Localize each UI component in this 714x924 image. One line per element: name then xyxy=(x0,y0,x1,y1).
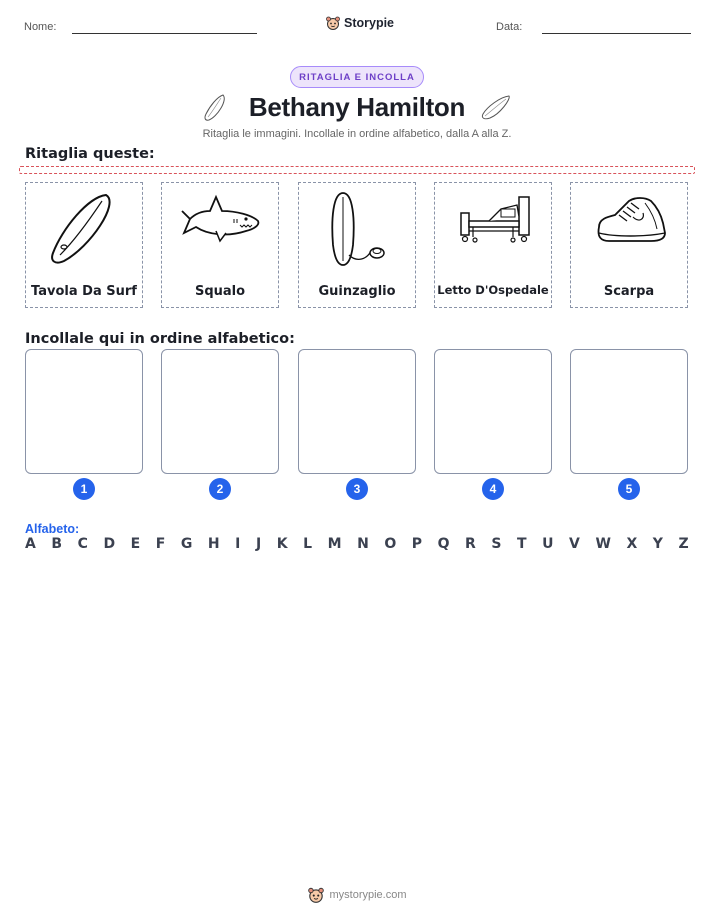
activity-badge: RITAGLIA E INCOLLA xyxy=(290,66,424,88)
cut-card[interactable] xyxy=(161,182,279,308)
date-label: Data: xyxy=(496,21,523,33)
brand-name: Storypie xyxy=(344,16,395,30)
alphabet-letter: D xyxy=(103,536,116,552)
surfboard-decoration-icon xyxy=(480,92,512,122)
name-label: Nome: xyxy=(24,21,57,33)
alphabet-letter: O xyxy=(384,536,397,552)
cut-card[interactable] xyxy=(434,182,552,308)
cut-card[interactable] xyxy=(298,182,416,308)
slot-number-badge: 4 xyxy=(482,478,504,500)
card-label: Letto D'Ospedale xyxy=(437,283,549,297)
hospital-bed-icon xyxy=(449,189,539,271)
cut-line xyxy=(19,166,695,174)
paste-slot[interactable] xyxy=(161,349,279,474)
alphabet-letter: S xyxy=(491,536,502,552)
alphabet-letter: J xyxy=(255,536,262,552)
paste-slot[interactable] xyxy=(570,349,688,474)
alphabet-letter: T xyxy=(517,536,527,552)
slot-number-badge: 1 xyxy=(73,478,95,500)
instructions: Ritaglia le immagini. Incollale in ordine alfabetico, dalla A alla Z. xyxy=(202,128,512,140)
brand-logo xyxy=(325,15,394,31)
paste-slot[interactable] xyxy=(434,349,552,474)
cut-section-heading: Ritaglia queste: xyxy=(25,146,155,162)
alphabet-letter: G xyxy=(180,536,193,552)
card-label: Squalo xyxy=(194,284,246,299)
alphabet-letter: R xyxy=(465,536,476,552)
card-label: Guinzaglio xyxy=(318,284,396,299)
alphabet-letter: B xyxy=(51,536,63,552)
date-line[interactable] xyxy=(542,33,691,34)
alphabet-letter: P xyxy=(411,536,423,552)
footer xyxy=(0,886,714,904)
alphabet-letter: C xyxy=(77,536,88,552)
slot-number-badge: 2 xyxy=(209,478,231,500)
alphabet-letter: I xyxy=(235,536,241,552)
slot-number-badge: 5 xyxy=(618,478,640,500)
footer-url[interactable]: mystorypie.com xyxy=(329,889,407,901)
paste-section-heading: Incollale qui in ordine alfabetico: xyxy=(25,331,295,347)
cut-card[interactable] xyxy=(570,182,688,308)
alphabet-letter: L xyxy=(303,536,313,552)
cut-card[interactable] xyxy=(25,182,143,308)
storypie-mascot-icon xyxy=(325,15,341,31)
alphabet-letter: U xyxy=(542,536,554,552)
page-title: Bethany Hamilton xyxy=(248,92,466,122)
alphabet-letter: E xyxy=(130,536,141,552)
alphabet-letter: M xyxy=(327,536,342,552)
alphabet-letter: W xyxy=(595,536,611,552)
alphabet-letter: H xyxy=(207,536,220,552)
alphabet-letter: K xyxy=(276,536,288,552)
alphabet-letter: Y xyxy=(652,536,663,552)
shark-icon xyxy=(176,189,266,271)
alphabet-title: Alfabeto: xyxy=(25,522,80,536)
surfboard-icon xyxy=(40,189,130,271)
alphabet-letter: N xyxy=(357,536,369,552)
paste-slot[interactable] xyxy=(298,349,416,474)
alphabet-letter: Z xyxy=(678,536,689,552)
shoe-icon xyxy=(585,189,675,271)
alphabet-letter: A xyxy=(25,536,36,552)
alphabet-letter: F xyxy=(155,536,166,552)
name-line[interactable] xyxy=(72,33,257,34)
alphabet-letter: V xyxy=(569,536,580,552)
alphabet-letter: X xyxy=(626,536,638,552)
alphabet-row xyxy=(25,536,689,552)
surf-leash-icon xyxy=(313,189,403,271)
slot-number-badge: 3 xyxy=(346,478,368,500)
storypie-mascot-icon xyxy=(307,886,325,904)
alphabet-letter: Q xyxy=(437,536,450,552)
card-label: Scarpa xyxy=(603,284,655,299)
paste-slot[interactable] xyxy=(25,349,143,474)
card-label: Tavola Da Surf xyxy=(31,284,137,299)
